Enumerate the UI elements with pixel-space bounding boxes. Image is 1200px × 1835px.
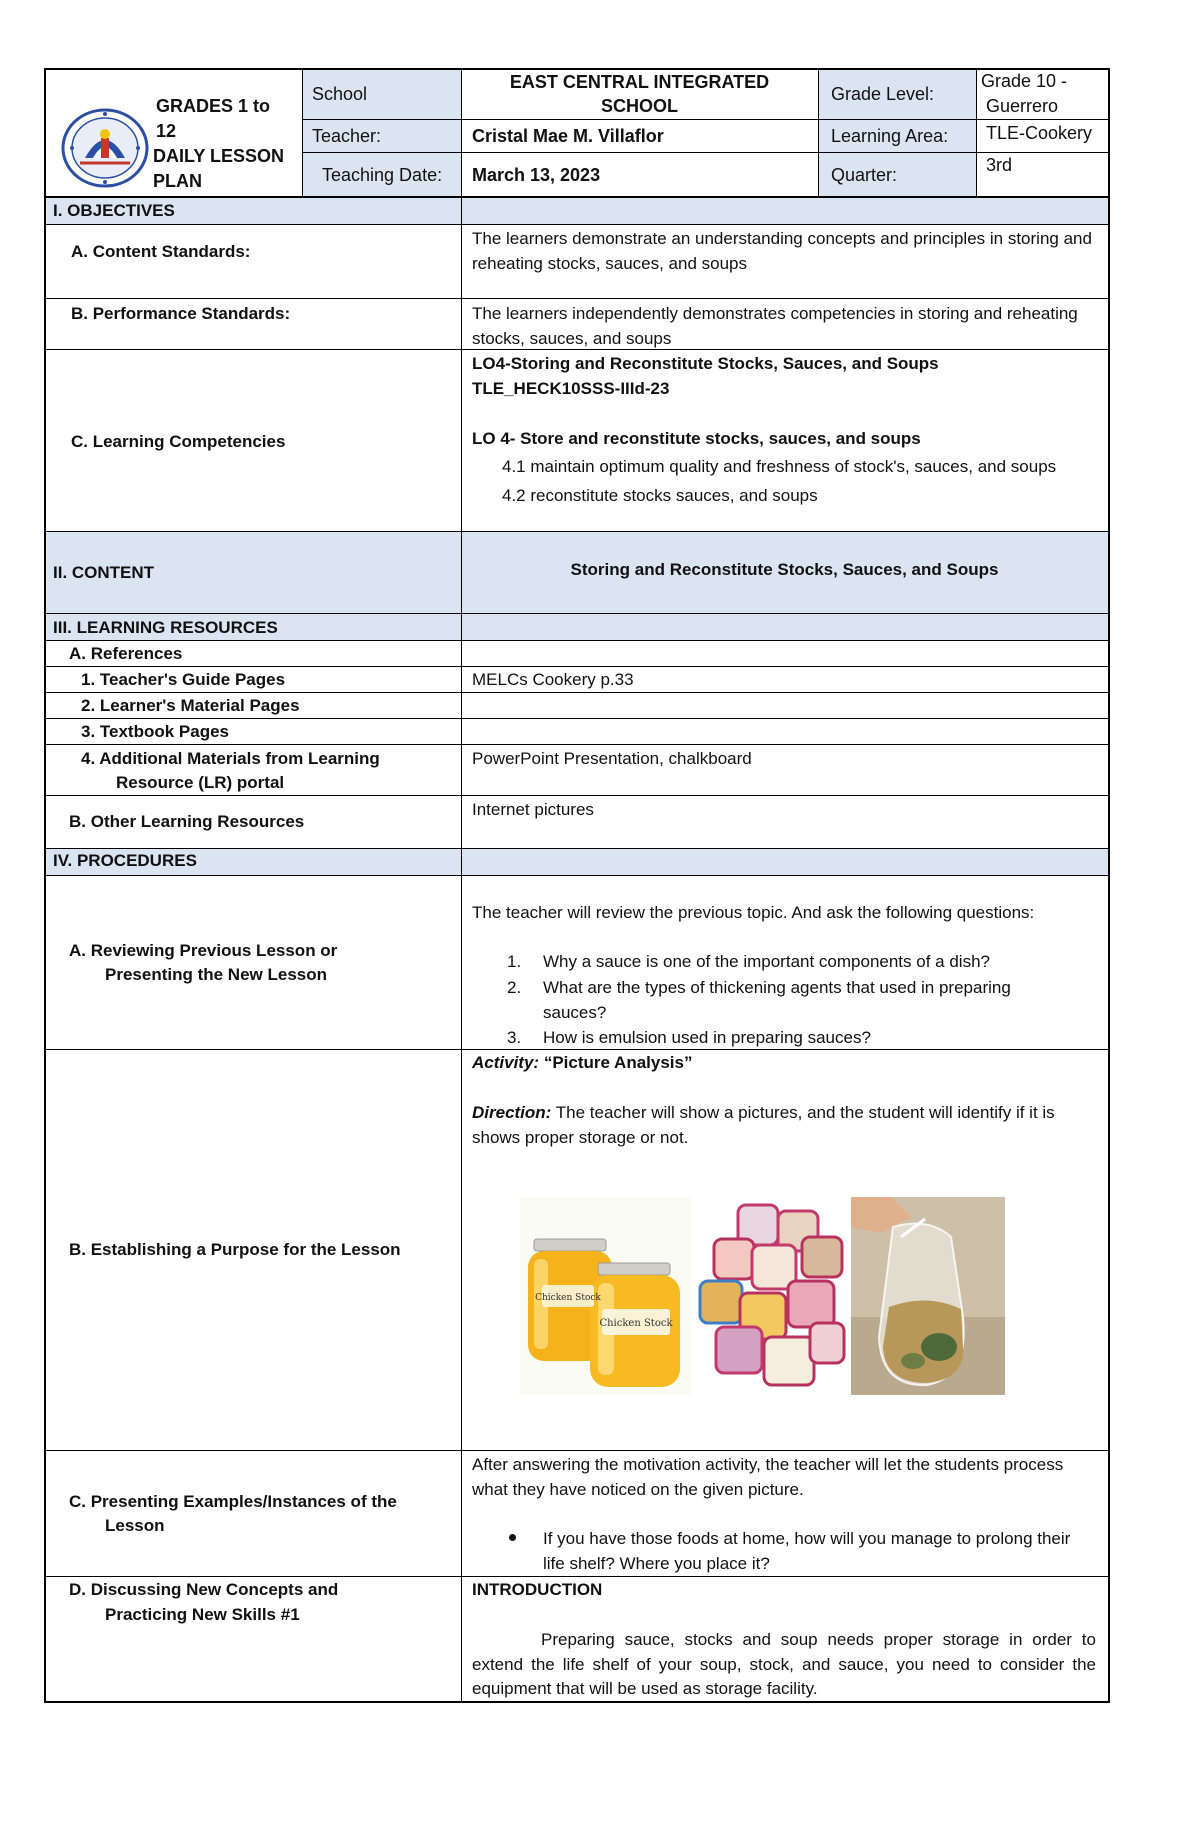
school-label: School — [312, 84, 368, 104]
content-standards-label: A. Content Standards: — [71, 242, 251, 261]
procedure-b-label: B. Establishing a Purpose for the Lesson — [69, 1240, 401, 1259]
teacher-value: Cristal Mae M. Villaflor — [472, 126, 664, 146]
column-divider-grade-value — [976, 68, 977, 197]
procedure-c-bullet-line1: If you have those foods at home, how will you manage to prolong their — [543, 1529, 1071, 1548]
quarter-label: Quarter: — [831, 165, 898, 185]
row-line — [44, 795, 1110, 796]
content-value: Storing and Reconstitute Stocks, Sauces, and Soups — [570, 560, 999, 579]
procedures-heading: IV. PROCEDURES — [53, 851, 197, 870]
references-label: A. References — [69, 644, 183, 663]
learners-material-label: 2. Learner's Material Pages — [81, 696, 300, 715]
procedures-row-shade — [44, 849, 1109, 876]
row-line — [44, 613, 1110, 614]
header-row-line-1 — [303, 119, 1110, 120]
textbook-label: 3. Textbook Pages — [81, 722, 230, 741]
procedure-d-heading: INTRODUCTION — [472, 1580, 603, 1599]
row-line — [44, 875, 1110, 876]
additional-materials-label-line2: Resource (LR) portal — [116, 773, 285, 792]
procedure-d-label-line2: Practicing New Skills #1 — [105, 1605, 300, 1624]
procedure-a-q1-num: 1. — [507, 952, 522, 971]
table-border-left — [44, 68, 46, 1703]
school-value-line1: EAST CENTRAL INTEGRATED — [509, 72, 770, 92]
competency-code-line1: LO4-Storing and Reconstitute Stocks, Sauces, and Soups — [472, 354, 939, 373]
procedure-c-label-line1: C. Presenting Examples/Instances of the — [69, 1492, 397, 1511]
teachers-guide-label: 1. Teacher's Guide Pages — [81, 670, 286, 689]
procedure-a-q3: How is emulsion used in preparing sauces? — [543, 1028, 871, 1047]
picture-storage-containers — [692, 1197, 851, 1395]
row-line — [44, 640, 1110, 641]
table-border-right — [1108, 68, 1110, 1703]
activity-value: “Picture Analysis” — [543, 1053, 693, 1072]
procedure-c-text-line2: what they have noticed on the given picture. — [472, 1480, 804, 1499]
direction-value: The teacher will show a pictures, and the student will identify if it is — [551, 1103, 1055, 1122]
header-bottom-line — [44, 196, 1110, 198]
teacher-label: Teacher: — [312, 126, 382, 146]
row-line — [44, 744, 1110, 745]
grade-level-label: Grade Level: — [831, 84, 935, 104]
teaching-date-label: Teaching Date: — [322, 165, 443, 185]
lo4-item2: 4.2 reconstitute stocks sauces, and soups — [502, 486, 818, 505]
row-line — [44, 298, 1110, 299]
competencies-label: C. Learning Competencies — [71, 432, 286, 451]
procedure-a-q2-num: 2. — [507, 978, 522, 997]
other-resources-label: B. Other Learning Resources — [69, 812, 305, 831]
direction-label: Direction: — [472, 1103, 552, 1122]
school-value-line2: SCHOOL — [600, 96, 678, 116]
procedure-d-text-line1: Preparing sauce, stocks and soup needs proper storage in order to — [541, 1630, 1096, 1649]
direction-line2: shows proper storage or not. — [472, 1128, 689, 1147]
grades-title: GRADES 1 to 12 — [156, 96, 271, 141]
lo4-title: LO 4- Store and reconstitute stocks, sauces, and soups — [472, 429, 921, 448]
picture-stock-jars — [520, 1197, 692, 1395]
content-standards-value: The learners demonstrate an understanding concepts and principles in storing and reheating stocks, sauces, and soups — [472, 229, 1092, 273]
competency-code-line2: TLE_HECK10SSS-IIId-23 — [472, 379, 670, 398]
teaching-date-value: March 13, 2023 — [472, 165, 601, 185]
picture-soup-in-plastic-bag — [851, 1197, 1005, 1395]
row-line — [44, 531, 1110, 532]
content-heading: II. CONTENT — [53, 563, 155, 582]
activity-label: Activity: — [472, 1053, 540, 1072]
grade-level-value-line2: Guerrero — [986, 96, 1059, 116]
procedure-a-intro: The teacher will review the previous topic. And ask the following questions: — [472, 903, 1035, 922]
jar-label-2: Chicken Stock — [599, 1318, 673, 1329]
column-divider-logo — [302, 68, 303, 197]
procedure-a-q2-line1: What are the types of thickening agents that used in preparing — [543, 978, 1011, 997]
procedure-a-label-line2: Presenting the New Lesson — [105, 965, 327, 984]
row-line — [44, 848, 1110, 849]
procedure-d-label-line1: D. Discussing New Concepts and — [69, 1580, 339, 1599]
learning-area-value: TLE-Cookery — [986, 123, 1093, 143]
column-divider-grade-label — [818, 68, 819, 197]
procedure-a-q2-line2: sauces? — [543, 1003, 607, 1022]
teachers-guide-value: MELCs Cookery p.33 — [472, 670, 634, 689]
procedure-a-q1: Why a sauce is one of the important components of a dish? — [543, 952, 990, 971]
resources-heading: III. LEARNING RESOURCES — [53, 618, 278, 637]
column-divider-main — [461, 68, 462, 1703]
procedure-d-text-line3: equipment that will be used as storage facility. — [472, 1679, 818, 1698]
performance-standards-label: B. Performance Standards: — [71, 304, 291, 323]
activity-line — [472, 1050, 692, 1075]
procedure-a-label-line1: A. Reviewing Previous Lesson or — [69, 941, 338, 960]
grade-level-value-line1: Grade 10 - — [981, 71, 1068, 91]
table-border-bottom — [44, 1701, 1110, 1703]
direction-line — [472, 1100, 1055, 1125]
row-line — [44, 224, 1110, 225]
additional-materials-label-line1: 4. Additional Materials from Learning — [81, 749, 380, 768]
procedure-d-text-line2: extend the life shelf of your soup, stock, and sauce, you need to consider the — [472, 1655, 1096, 1674]
other-resources-value: Internet pictures — [472, 800, 594, 819]
bullet-icon — [509, 1534, 516, 1541]
jar-label-1: Chicken Stock — [535, 1293, 601, 1303]
performance-standards-value: The learners independently demonstrates competencies in storing and reheating stocks, sauces, and soups — [472, 304, 1078, 348]
quarter-value: 3rd — [986, 155, 1013, 175]
lo4-item1: 4.1 maintain optimum quality and freshness of stock's, sauces, and soups — [502, 457, 1057, 476]
procedure-c-bullet-line2: life shelf? Where you place it? — [543, 1554, 770, 1573]
procedure-a-q3-num: 3. — [507, 1028, 522, 1047]
deped-seal-logo — [60, 108, 150, 188]
additional-materials-value: PowerPoint Presentation, chalkboard — [472, 749, 752, 768]
objectives-heading: I. OBJECTIVES — [53, 201, 175, 220]
procedure-c-text-line1: After answering the motivation activity, the teacher will let the students process — [472, 1455, 1064, 1474]
dlp-title: DAILY LESSON PLAN — [153, 146, 285, 191]
learning-area-label: Learning Area: — [831, 126, 949, 146]
row-line — [44, 1450, 1110, 1451]
objectives-row-shade — [44, 197, 1109, 224]
procedure-c-label-line2: Lesson — [105, 1516, 165, 1535]
